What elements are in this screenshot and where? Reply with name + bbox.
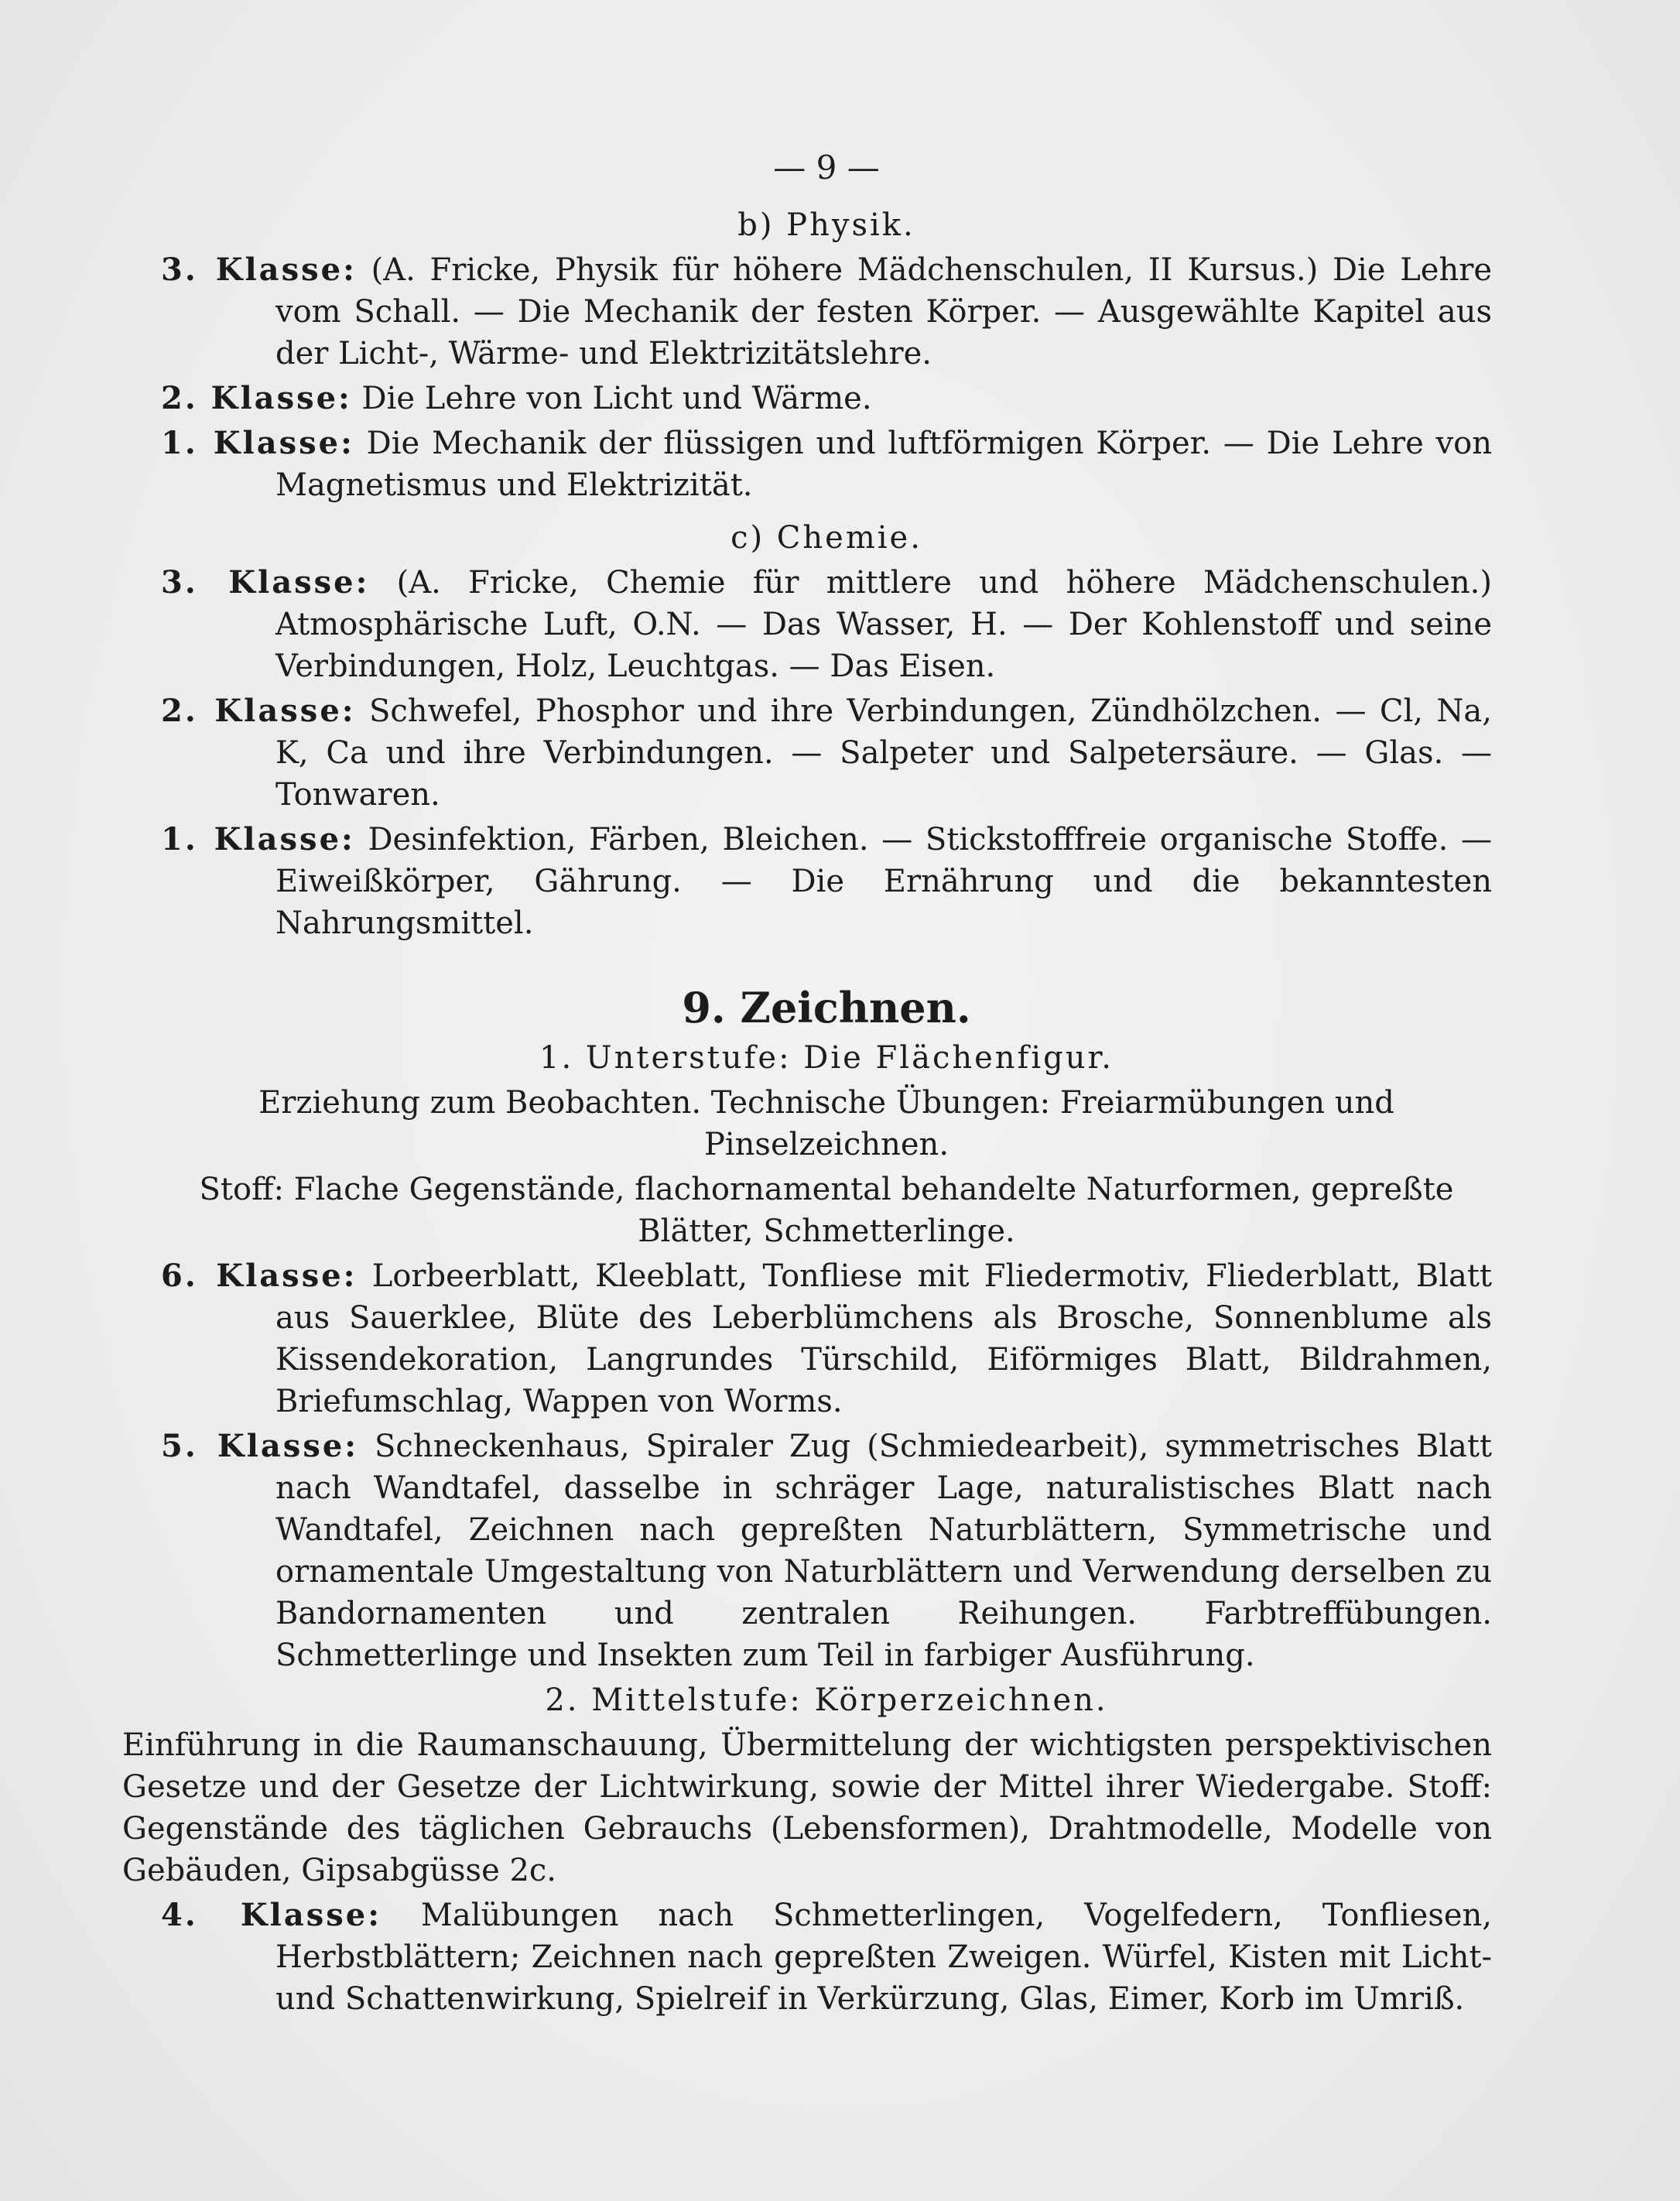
physik-entry-2 [161,378,1492,419]
entry-text: Schwefel, Phosphor und ihre Verbindungen, Zündhölzchen. — Cl, Na, K, Ca und ihre Verbindungen. — Salpeter und Salpetersäure. — Glas. — Tonwaren. [275,693,1492,813]
entry-text: Die Mechanik der flüssigen und luftförmigen Körper. — Die Lehre von Magnetismus und Elektrizität. [275,426,1492,503]
section-title-physik: b) Physik. [737,207,915,243]
entry-label: 3. Klasse: [161,252,357,288]
entry-text: Die Lehre von Licht und Wärme. [361,381,872,416]
entry-text: Desinfektion, Färben, Bleichen. — Stickstofffreie organische Stoffe. — Eiweißkörper, Gährung. — Die Ernährung und die bekanntesten Nahrungsmittel. [275,822,1492,941]
mittelstufe-intro: Einführung in die Raumanschauung, Übermittelung der wichtigsten perspektivischen Gesetze und der Gesetze der Lichtwirkung, sowie der Mittel ihrer Wiedergabe. Stoff: Gegenstände des täglichen Gebrauchs (Lebensformen), Drahtmodelle, Modelle von Gebäuden, Gipsabgüsse 2c. [122,1727,1492,1888]
subsection-title-unterstufe: 1. Unterstufe: Die Flächenfigur. [539,1040,1114,1076]
subsection-title-mittelstufe: 2. Mittelstufe: Körperzeichnen. [545,1682,1108,1718]
entry-text: Schneckenhaus, Spiraler Zug (Schmiedearbeit), symmetrisches Blatt nach Wandtafel, dasselbe in schräger Lage, naturalistisches Blatt nach Wandtafel, Zeichnen nach gepreßten Naturblättern, Symmetrische und ornamentale Umgestaltung von Naturblättern und Verwendung derselben zu Bandornamenten und zentralen Reihungen. Farbtreffübungen. Schmetterlinge und Insekten zum Teil in farbiger Ausführung. [275,1429,1492,1673]
entry-label: 6. Klasse: [161,1258,358,1294]
entry-label: 2. Klasse: [161,693,356,729]
entry-label: 3. Klasse: [161,564,370,601]
page-content [122,147,1492,2023]
unterstufe-intro-2: Stoff: Flache Gegenstände, flachornamental behandelte Naturformen, gepreßte Blätter, Schmetterlinge. [199,1172,1454,1249]
section-title-chemie: c) Chemie. [731,520,922,556]
section-title-zeichnen: 9. Zeichnen. [682,983,971,1032]
page-number: — 9 — [773,149,880,187]
zeichnen-entry-6 [161,1255,1492,1422]
unterstufe-intro-1: Erziehung zum Beobachten. Technische Übungen: Freiarmübungen und Pinselzeichnen. [258,1085,1394,1162]
physik-entry-3 [161,249,1492,375]
entry-label: 4. Klasse: [161,1897,382,1933]
entry-text: Lorbeerblatt, Kleeblatt, Tonfliese mit Fliedermotiv, Fliederblatt, Blatt aus Sauerklee, Blüte des Leberblümchens als Brosche, Sonnenblume als Kissendekoration, Langrundes Türschild, Eiförmiges Blatt, Bildrahmen, Briefumschlag, Wappen von Worms. [275,1258,1492,1419]
chemie-entry-3 [161,562,1492,687]
physik-entry-1 [161,423,1492,506]
entry-text: Malübungen nach Schmetterlingen, Vogelfedern, Tonfliesen, Herbstblättern; Zeichnen nach gepreßten Zweigen. Würfel, Kisten mit Licht- und Schattenwirkung, Spielreif in Verkürzung, Glas, Eimer, Korb im Umriß. [275,1898,1492,2017]
entry-text: (A. Fricke, Physik für höhere Mädchenschulen, II Kursus.) Die Lehre vom Schall. — Die Mechanik der festen Körper. — Ausgewählte Kapitel aus der Licht-, Wärme- und Elektrizitätslehre. [275,252,1492,371]
entry-label: 2. Klasse: [161,380,352,416]
zeichnen-entry-4 [161,1895,1492,2020]
entry-label: 1. Klasse: [161,425,354,461]
zeichnen-entry-5 [161,1426,1492,1676]
entry-label: 1. Klasse: [161,821,355,857]
entry-label: 5. Klasse: [161,1428,359,1464]
entry-text: (A. Fricke, Chemie für mittlere und höhere Mädchenschulen.) Atmosphärische Luft, O.N. — Das Wasser, H. — Der Kohlenstoff und seine Verbindungen, Holz, Leuchtgas. — Das Eisen. [275,565,1492,684]
chemie-entry-1 [161,819,1492,944]
chemie-entry-2 [161,690,1492,816]
